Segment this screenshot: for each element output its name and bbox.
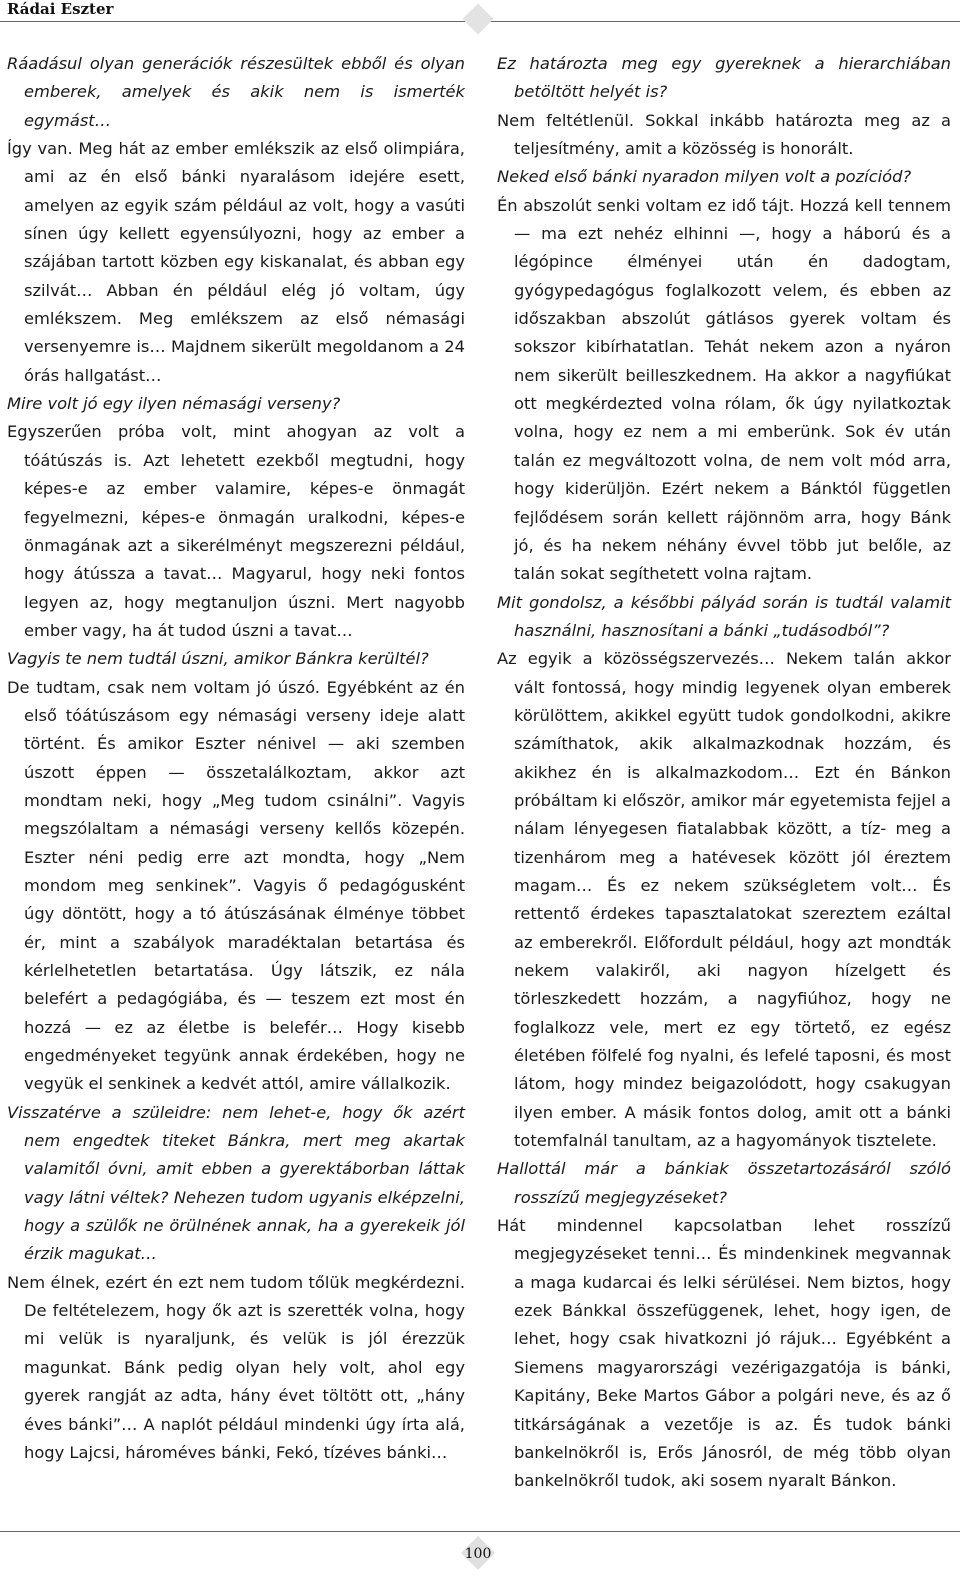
right-column <box>497 50 951 1496</box>
left-column <box>7 50 465 1467</box>
answer-paragraph: Hát mindennel kapcsolatban lehet rosszízű megjegyzéseket tenni… És mindenkinek megvannak a maga kudarcai és lelki sérülései. Nem biztos, hogy ezek Bánkkal összefüggenek, lehet, hogy igen, de lehet, hogy csak hivatkozni jó rájuk… Egyébként a Siemens magyarországi vezérigazgatója is bánki, Kapitány, Beke Martos Gábor a polgári neve, és az ő titkárságának a vezetője is az. És tudok bánki bankelnökről is, Erős Jánosról, de még több olyan bankelnökről tudok, aki sosem nyaralt Bánkon. <box>497 1216 951 1491</box>
question-paragraph: Ez határozta meg egy gyereknek a hierarchiában betöltött helyét is? <box>497 54 951 102</box>
answer-paragraph: Nem élnek, ezért én ezt nem tudom tőlük megkérdezni. De feltételezem, hogy ők azt is szerették volna, hogy mi velük is nyaraljunk, és velük is jól érezzük magunkat. Bánk pedig olyan hely volt, ahol egy gyerek rangját az adta, hány évet töltött ott, „hány éves bánki”… A naplót például mindenki úgy írta alá, hogy Lajcsi, hároméves bánki, Fekó, tízéves bánki… <box>7 1272 465 1462</box>
answer-paragraph: Én abszolút senki voltam ez idő tájt. Hozzá kell tennem — ma ezt nehéz elhinni —, hogy a háború és a légópince élményei után én dadogtam, gyógypedagógus foglalkozott velem, és ebben az időszakban abszolút gátlásos gyerek voltam és sokszor kibírhatatlan. Tehát nekem azon a nyáron nem sikerült beilleszkednem. Ha akkor a nagyfiúkat ott megkérdezted volna rólam, ők úgy nyilatkoztak volna, hogy ez nem a mi emberünk. Sok év után talán ez megváltozott volna, de nem volt mód arra, hogy kiderüljön. Ezért nekem a Bánktól független fejlődésem során kellett rájönnöm arra, hogy Bánk jó, és ha nekem néhány évvel több jut belőle, az talán sokat segíthetett volna rajtam. <box>497 195 951 584</box>
diamond-ornament-icon <box>462 3 493 34</box>
question-paragraph: Mire volt jó egy ilyen némasági verseny? <box>7 394 341 414</box>
answer-paragraph: De tudtam, csak nem voltam jó úszó. Egyébként az én első tóátúszásom egy némasági verseny ideje alatt történt. És amikor Eszter nénivel — aki szemben úszott éppen — összetalálkoztam, akkor azt mondtam neki, hogy „Meg tudom csinálni”. Vagyis megszólaltam a némasági verseny kellős közepén. Eszter néni pedig erre azt mondta, hogy „Nem mondom meg senkinek”. Vagyis ő pedagógusként úgy döntött, hogy a tó átúszásának élménye többet ér, mint a szabályok maradéktalan betartása és kérlelhetetlen betartatása. Úgy látszik, ez nála belefért a pedagógiába, és — teszem ezt most én hozzá — ez az életbe is belefér… Hogy kisebb engedményeket tegyünk annak érdekében, hogy ne vegyük el senkinek a kedvét attól, amire vállalkozik. <box>7 677 465 1094</box>
question-paragraph: Neked első bánki nyaradon milyen volt a pozíciód? <box>497 167 912 187</box>
question-paragraph: Mit gondolsz, a későbbi pályád során is tudtál valamit használni, hasznosítani a bánki „tudásodból”? <box>497 592 951 640</box>
answer-paragraph: Egyszerűen próba volt, mint ahogyan az volt a tóátúszás is. Azt lehetett ezekből megtudni, hogy képes-e az ember valamire, képes-e önmagát fegyelmezni, képes-e önmagán uralkodni, képes-e önmagának azt a sikerélményt megszerezni például, hogy átússza a tavat… Magyarul, hogy neki fontos legyen az, hogy megtanuljon úszni. Mert nagyobb ember vagy, ha át tudod úszni a tavat… <box>7 422 465 640</box>
question-paragraph: Visszatérve a szüleidre: nem lehet-e, hogy ők azért nem engedtek titeket Bánkra, mert meg akartak valamitől óvni, amit ebben a gyerektáborban láttak vagy látni véltek? Nehezen tudom ugyanis elképzelni, hogy a szülők ne örülnének annak, ha a gyerekeik jól érzik magukat… <box>7 1102 465 1264</box>
running-header <box>0 0 960 22</box>
answer-paragraph: Az egyik a közösségszervezés… Nekem talán akkor vált fontossá, hogy mindig legyenek olyan emberek körülöttem, akikkel együtt tudok gondolkodni, akikre számíthatok, akik alkalmazkodnak hozzám, és akikhez én is alkalmazkodom… Ezt én Bánkon próbáltam ki először, amikor már egyetemista fejjel a nálam lényegesen fiatalabbak között, a tíz- meg a tizenhárom meg a hatévesek között jól éreztem magam… És ez nekem szükségletem volt… És rettentő érdekes tapasztalatokat szereztem ezáltal az emberekről. Előfordult például, hogy azt mondták nekem valakiről, aki nagyon hízelgett és törleszkedett hozzám, a nagyfiúhoz, hogy ne foglalkozz vele, mert ez egy törtető, ez egész életében fölfelé fog nyalni, és lefelé taposni, és most látom, hogy mindez beigazolódott, hogy csakugyan ilyen ember. A másik fontos dolog, amit ott a bánki totemfalnál tanultam, az a hagyományok tisztelete. <box>497 649 951 1151</box>
author-name: Rádai Eszter <box>7 0 114 18</box>
question-paragraph: Vagyis te nem tudtál úszni, amikor Bánkra kerültél? <box>7 649 429 669</box>
question-paragraph: Hallottál már a bánkiak összetartozásáról szóló rosszízű megjegyzéseket? <box>497 1159 951 1207</box>
question-paragraph: Ráadásul olyan generációk részesültek ebből és olyan emberek, amelyek és akik nem is ismerték egymást… <box>7 54 465 130</box>
answer-paragraph: Nem feltétlenül. Sokkal inkább határozta meg az a teljesítmény, amit a közösség is honorált. <box>497 110 951 159</box>
answer-paragraph: Így van. Meg hát az ember emlékszik az első olimpiára, ami az én első bánki nyaralásom idejére esett, amelyen az egyik szám például az volt, hogy a vasúti sínen úgy kellett egyensúlyozni, hogy az ember a szájában tartott közben egy kiskanalat, és abban egy szilvát… Abban én például elég jó voltam, úgy emlékszem. Meg emlékszem az első némasági versenyemre is… Majdnem sikerült megoldanom a 24 órás hallgatást… <box>7 139 465 385</box>
page-number: 100 <box>464 1546 492 1562</box>
footer-rule <box>0 1531 960 1532</box>
